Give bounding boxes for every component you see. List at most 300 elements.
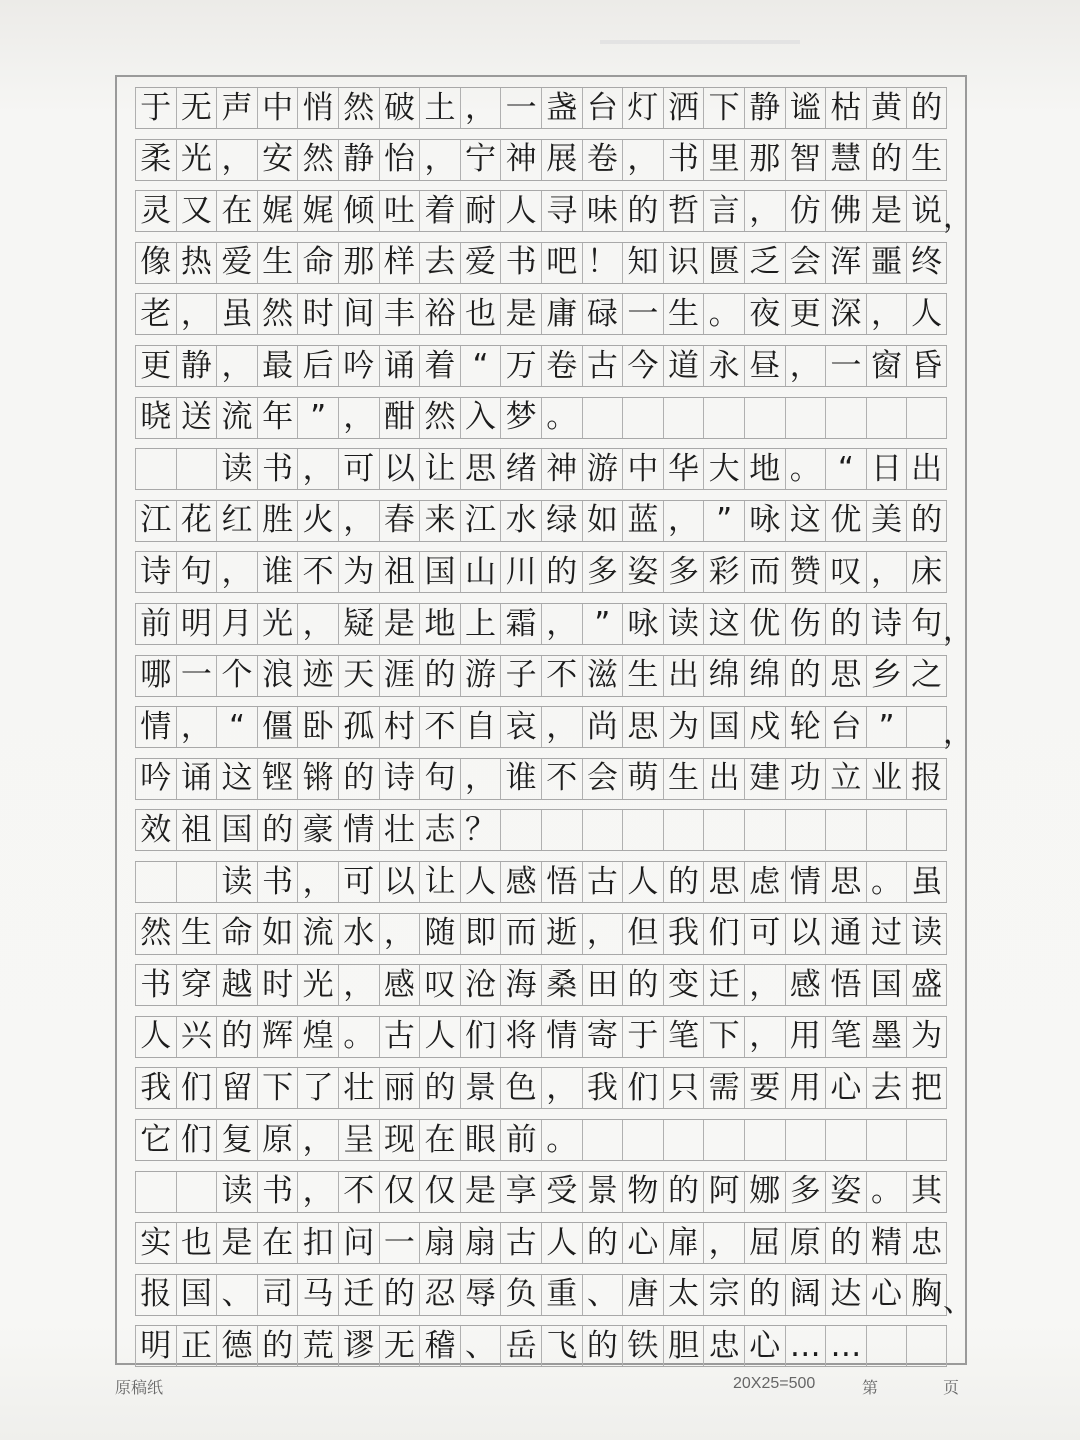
grid-row bbox=[135, 913, 947, 955]
grid-cell: 不 bbox=[297, 552, 338, 592]
grid-cell: 但 bbox=[622, 914, 663, 954]
grid-cell: ， bbox=[176, 707, 217, 747]
grid-cell: 时 bbox=[257, 965, 298, 1005]
grid-cell: ， bbox=[541, 604, 582, 644]
grid-cell: 涯 bbox=[379, 656, 420, 696]
grid-cell: 吟 bbox=[338, 346, 379, 386]
grid-cell: ， bbox=[338, 398, 379, 438]
grid-cell: 色 bbox=[500, 1068, 541, 1108]
grid-cell: 然 bbox=[297, 140, 338, 180]
grid-cell: 于 bbox=[622, 1017, 663, 1057]
grid-cell: 黄 bbox=[866, 88, 907, 128]
grid-cell: 吐 bbox=[379, 191, 420, 231]
grid-cell: ， bbox=[338, 965, 379, 1005]
grid-cell: 永 bbox=[703, 346, 744, 386]
grid-cell: 然 bbox=[135, 914, 176, 954]
grid-cell: 丰 bbox=[379, 294, 420, 334]
grid-cell: 受 bbox=[541, 1172, 582, 1212]
grid-cell: 着 bbox=[419, 346, 460, 386]
grid-cell: 原 bbox=[785, 1223, 826, 1263]
grid-cell: 多 bbox=[582, 552, 623, 592]
grid-cell: 无 bbox=[176, 88, 217, 128]
grid-cell: 的 bbox=[419, 656, 460, 696]
grid-cell: 绵 bbox=[744, 656, 785, 696]
grid-cell: 报 bbox=[906, 759, 947, 799]
grid-cell: 中 bbox=[622, 449, 663, 489]
grid-cell: 台 bbox=[582, 88, 623, 128]
grid-cell: 说 bbox=[906, 191, 947, 231]
grid-row bbox=[135, 397, 947, 439]
grid-cell: 眼 bbox=[460, 1120, 501, 1160]
grid-cell: 谧 bbox=[785, 88, 826, 128]
grid-cell: 江 bbox=[135, 501, 176, 541]
grid-cell: 迁 bbox=[338, 1275, 379, 1315]
grid-row bbox=[135, 1274, 947, 1316]
grid-cell: ， bbox=[297, 449, 338, 489]
grid-cell: 。 bbox=[541, 398, 582, 438]
grid-cell: 下 bbox=[703, 88, 744, 128]
grid-cell: 如 bbox=[257, 914, 298, 954]
grid-cell: ， bbox=[744, 965, 785, 1005]
grid-cell: 日 bbox=[866, 449, 907, 489]
grid-cell: 复 bbox=[216, 1120, 257, 1160]
grid-cell: 悟 bbox=[541, 862, 582, 902]
grid-cell: 个 bbox=[216, 656, 257, 696]
grid-cell: 思 bbox=[703, 862, 744, 902]
grid-cell: 倾 bbox=[338, 191, 379, 231]
grid-cell: 一 bbox=[825, 346, 866, 386]
grid-cell bbox=[541, 810, 582, 850]
grid-cell bbox=[906, 810, 947, 850]
grid-cell: 的 bbox=[744, 1275, 785, 1315]
grid-cell bbox=[906, 707, 947, 747]
grid-cell: 景 bbox=[460, 1068, 501, 1108]
grid-cell: 古 bbox=[582, 862, 623, 902]
grid-cell: 卧 bbox=[297, 707, 338, 747]
grid-cell: 盛 bbox=[906, 965, 947, 1005]
grid-cell: ， bbox=[663, 501, 704, 541]
grid-cell bbox=[176, 449, 217, 489]
grid-cell: 迹 bbox=[297, 656, 338, 696]
grid-cell: 壮 bbox=[338, 1068, 379, 1108]
grid-cell: 人 bbox=[622, 862, 663, 902]
page-suffix: 页 bbox=[943, 1380, 960, 1397]
grid-cell: 其 bbox=[906, 1172, 947, 1212]
grid-cell: 哀 bbox=[500, 707, 541, 747]
grid-cell: ？ bbox=[460, 810, 501, 850]
grid-cell: 万 bbox=[500, 346, 541, 386]
grid-cell: 用 bbox=[785, 1068, 826, 1108]
grid-cell: 优 bbox=[744, 604, 785, 644]
grid-cell: 思 bbox=[622, 707, 663, 747]
grid-cell: 红 bbox=[216, 501, 257, 541]
grid-cell: 为 bbox=[338, 552, 379, 592]
grid-cell: 书 bbox=[257, 1172, 298, 1212]
grid-cell: 心 bbox=[622, 1223, 663, 1263]
grid-cell: 是 bbox=[379, 604, 420, 644]
grid-cell: 轮 bbox=[785, 707, 826, 747]
grid-cell: ” bbox=[866, 707, 907, 747]
grid-cell: 思 bbox=[825, 656, 866, 696]
grid-cell: 月 bbox=[216, 604, 257, 644]
grid-cell: 更 bbox=[785, 294, 826, 334]
grid-cell: 又 bbox=[176, 191, 217, 231]
grid-cell: 诵 bbox=[176, 759, 217, 799]
grid-cell: “ bbox=[825, 449, 866, 489]
grid-cell: 然 bbox=[419, 398, 460, 438]
grid-cell: 穿 bbox=[176, 965, 217, 1005]
grid-cell: 破 bbox=[379, 88, 420, 128]
grid-cell: 谬 bbox=[338, 1326, 379, 1366]
grid-cell: 人 bbox=[460, 862, 501, 902]
grid-cell: 是 bbox=[866, 191, 907, 231]
grid-cell: 情 bbox=[135, 707, 176, 747]
grid-cell: 了 bbox=[297, 1068, 338, 1108]
grid-cell: 通 bbox=[825, 914, 866, 954]
grid-cell: 深 bbox=[825, 294, 866, 334]
grid-cell: 那 bbox=[338, 243, 379, 283]
grid-cell: 会 bbox=[785, 243, 826, 283]
grid-cell bbox=[622, 810, 663, 850]
grid-cell: 为 bbox=[906, 1017, 947, 1057]
grid-cell: 。 bbox=[785, 449, 826, 489]
grid-cell: 的 bbox=[257, 810, 298, 850]
grid-cell: 岳 bbox=[500, 1326, 541, 1366]
grid-cell: 把 bbox=[906, 1068, 947, 1108]
grid-cell: 生 bbox=[663, 294, 704, 334]
grid-row bbox=[135, 706, 947, 748]
grid-cell: 心 bbox=[866, 1275, 907, 1315]
grid-cell: 景 bbox=[582, 1172, 623, 1212]
grid-cell: ， bbox=[379, 914, 420, 954]
grid-cell: 夜 bbox=[744, 294, 785, 334]
grid-cell: 声 bbox=[216, 88, 257, 128]
grid-cell: ， bbox=[622, 140, 663, 180]
grid-cell: 享 bbox=[500, 1172, 541, 1212]
grid-cell: 、 bbox=[582, 1275, 623, 1315]
grid-cell: 的 bbox=[663, 862, 704, 902]
grid-cell: 霜 bbox=[500, 604, 541, 644]
grid-cell: 娓 bbox=[297, 191, 338, 231]
grid-row bbox=[135, 809, 947, 851]
grid-row bbox=[135, 190, 947, 232]
grid-cell: 下 bbox=[257, 1068, 298, 1108]
grid-cell: 美 bbox=[866, 501, 907, 541]
grid-cell: 明 bbox=[135, 1326, 176, 1366]
grid-cell: ， bbox=[460, 88, 501, 128]
grid-cell: 留 bbox=[216, 1068, 257, 1108]
grid-cell: 知 bbox=[622, 243, 663, 283]
grid-cell: 重 bbox=[541, 1275, 582, 1315]
grid-cell: 达 bbox=[825, 1275, 866, 1315]
grid-cell bbox=[703, 810, 744, 850]
grid-cell: 古 bbox=[500, 1223, 541, 1263]
grid-cell: 书 bbox=[663, 140, 704, 180]
grid-cell: 吟 bbox=[135, 759, 176, 799]
grid-cell: 姿 bbox=[622, 552, 663, 592]
grid-cell: 绪 bbox=[500, 449, 541, 489]
grid-cell: 的 bbox=[582, 1326, 623, 1366]
grid-cell: 人 bbox=[906, 294, 947, 334]
grid-cell: 年 bbox=[257, 398, 298, 438]
grid-cell: 爱 bbox=[460, 243, 501, 283]
grid-cell: 让 bbox=[419, 449, 460, 489]
grid-cell: 而 bbox=[500, 914, 541, 954]
grid-cell: 们 bbox=[176, 1068, 217, 1108]
grid-row bbox=[135, 1119, 947, 1161]
grid-cell: 叹 bbox=[419, 965, 460, 1005]
grid-cell: 是 bbox=[500, 294, 541, 334]
grid-cell: 扇 bbox=[419, 1223, 460, 1263]
grid-cell: 辉 bbox=[257, 1017, 298, 1057]
grid-cell: 诗 bbox=[866, 604, 907, 644]
grid-cell: … bbox=[785, 1326, 826, 1366]
grid-cell: 下 bbox=[703, 1017, 744, 1057]
grid-cell: 句 bbox=[176, 552, 217, 592]
grid-cell: ， bbox=[216, 552, 257, 592]
grid-cell: 读 bbox=[216, 862, 257, 902]
grid-cell: 的 bbox=[866, 140, 907, 180]
grid-cell: 在 bbox=[257, 1223, 298, 1263]
grid-row bbox=[135, 139, 947, 181]
grid-cell: 国 bbox=[703, 707, 744, 747]
grid-cell: 疑 bbox=[338, 604, 379, 644]
grid-cell: 祖 bbox=[176, 810, 217, 850]
grid-cell: ， bbox=[176, 294, 217, 334]
grid-cell: 如 bbox=[582, 501, 623, 541]
grid-cell bbox=[866, 1326, 907, 1366]
grid-cell: 一 bbox=[379, 1223, 420, 1263]
grid-cell: 宁 bbox=[460, 140, 501, 180]
grid-cell: 也 bbox=[460, 294, 501, 334]
grid-cell: 国 bbox=[216, 810, 257, 850]
grid-cell: 需 bbox=[703, 1068, 744, 1108]
grid-cell: ， bbox=[460, 759, 501, 799]
grid-row bbox=[135, 861, 947, 903]
grid-cell: 萌 bbox=[622, 759, 663, 799]
grid-cell: 床 bbox=[906, 552, 947, 592]
grid-row bbox=[135, 1222, 947, 1264]
grid-cell: 铿 bbox=[257, 759, 298, 799]
grid-cell: 卷 bbox=[582, 140, 623, 180]
grid-cell: 以 bbox=[379, 862, 420, 902]
grid-cell bbox=[135, 449, 176, 489]
grid-cell: 生 bbox=[906, 140, 947, 180]
writing-grid bbox=[115, 75, 973, 1365]
grid-cell: 句 bbox=[906, 604, 947, 644]
grid-cell: 后 bbox=[297, 346, 338, 386]
grid-cell: 的 bbox=[785, 656, 826, 696]
grid-row bbox=[135, 1325, 947, 1367]
grid-cell: 江 bbox=[460, 501, 501, 541]
grid-cell: 地 bbox=[744, 449, 785, 489]
grid-row bbox=[135, 964, 947, 1006]
grid-cell: 优 bbox=[825, 501, 866, 541]
grid-cell: 丽 bbox=[379, 1068, 420, 1108]
grid-cell: 山 bbox=[460, 552, 501, 592]
grid-cell: 荒 bbox=[297, 1326, 338, 1366]
grid-cell: 是 bbox=[460, 1172, 501, 1212]
grid-cell: 酣 bbox=[379, 398, 420, 438]
grid-cell: 的 bbox=[906, 88, 947, 128]
grid-cell: 流 bbox=[297, 914, 338, 954]
grid-cell: 无 bbox=[379, 1326, 420, 1366]
grid-cell: 这 bbox=[703, 604, 744, 644]
grid-cell: 马 bbox=[297, 1275, 338, 1315]
grid-spec: 20X25=500 bbox=[733, 1375, 816, 1392]
page-prefix: 第 bbox=[862, 1380, 879, 1397]
grid-cell bbox=[744, 1120, 785, 1160]
grid-cell: 今 bbox=[622, 346, 663, 386]
grid-cell: 古 bbox=[379, 1017, 420, 1057]
grid-cell: 。 bbox=[338, 1017, 379, 1057]
grid-cell: ， bbox=[297, 604, 338, 644]
grid-cell: 一 bbox=[622, 294, 663, 334]
grid-row bbox=[135, 293, 947, 335]
grid-row bbox=[135, 1171, 947, 1213]
grid-cell: 之 bbox=[906, 656, 947, 696]
grid-cell: 扉 bbox=[663, 1223, 704, 1263]
grid-cell: 书 bbox=[257, 862, 298, 902]
grid-cell bbox=[744, 398, 785, 438]
grid-cell: 兴 bbox=[176, 1017, 217, 1057]
grid-cell: 一 bbox=[176, 656, 217, 696]
grid-cell: 人 bbox=[500, 191, 541, 231]
grid-cell: 司 bbox=[257, 1275, 298, 1315]
grid-cell bbox=[906, 398, 947, 438]
grid-cell: 热 bbox=[176, 243, 217, 283]
grid-cell: 命 bbox=[216, 914, 257, 954]
grid-cell bbox=[866, 1120, 907, 1160]
grid-cell: ” bbox=[582, 604, 623, 644]
grid-cell: 思 bbox=[825, 862, 866, 902]
grid-cell: 虽 bbox=[906, 862, 947, 902]
grid-cell: 悄 bbox=[297, 88, 338, 128]
grid-cell bbox=[906, 1326, 947, 1366]
grid-cell bbox=[176, 862, 217, 902]
grid-row bbox=[135, 500, 947, 542]
grid-cell: 着 bbox=[419, 191, 460, 231]
grid-cell: 现 bbox=[379, 1120, 420, 1160]
grid-cell: 寄 bbox=[582, 1017, 623, 1057]
grid-cell: 出 bbox=[703, 759, 744, 799]
grid-cell bbox=[176, 1172, 217, 1212]
grid-cell: 终 bbox=[906, 243, 947, 283]
grid-cell: 展 bbox=[541, 140, 582, 180]
grid-cell: ” bbox=[703, 501, 744, 541]
grid-cell: 前 bbox=[500, 1120, 541, 1160]
margin-punctuation: ， bbox=[943, 613, 973, 648]
grid-cell: 明 bbox=[176, 604, 217, 644]
grid-cell: 的 bbox=[825, 604, 866, 644]
grid-cell: 绿 bbox=[541, 501, 582, 541]
grid-cell: 神 bbox=[500, 140, 541, 180]
grid-cell: ， bbox=[541, 707, 582, 747]
grid-cell: 可 bbox=[338, 449, 379, 489]
grid-cell: 自 bbox=[460, 707, 501, 747]
grid-cell: 滋 bbox=[582, 656, 623, 696]
grid-cell: 。 bbox=[866, 1172, 907, 1212]
grid-cell: 绵 bbox=[703, 656, 744, 696]
grid-cell: 不 bbox=[338, 1172, 379, 1212]
grid-cell: 静 bbox=[744, 88, 785, 128]
grid-cell: 姿 bbox=[825, 1172, 866, 1212]
grid-cell: 过 bbox=[866, 914, 907, 954]
grid-cell: 。 bbox=[541, 1120, 582, 1160]
grid-cell: 的 bbox=[622, 191, 663, 231]
grid-cell: 的 bbox=[216, 1017, 257, 1057]
grid-cell: 感 bbox=[500, 862, 541, 902]
grid-cell: 屈 bbox=[744, 1223, 785, 1263]
grid-cell bbox=[825, 398, 866, 438]
grid-cell: 伤 bbox=[785, 604, 826, 644]
grid-cell: ， bbox=[785, 346, 826, 386]
grid-cell: 在 bbox=[216, 191, 257, 231]
grid-cell: 太 bbox=[663, 1275, 704, 1315]
margin-punctuation: ， bbox=[943, 716, 973, 752]
grid-cell: 火 bbox=[297, 501, 338, 541]
grid-cell: 建 bbox=[744, 759, 785, 799]
grid-cell: 生 bbox=[622, 656, 663, 696]
grid-cell: 精 bbox=[866, 1223, 907, 1263]
grid-cell: 阿 bbox=[703, 1172, 744, 1212]
grid-cell bbox=[866, 398, 907, 438]
grid-cell: … bbox=[825, 1326, 866, 1366]
grid-cell: 来 bbox=[419, 501, 460, 541]
grid-cell: 卷 bbox=[541, 346, 582, 386]
grid-cell bbox=[622, 398, 663, 438]
grid-cell: 识 bbox=[663, 243, 704, 283]
grid-cell: 心 bbox=[825, 1068, 866, 1108]
grid-cell: 读 bbox=[216, 1172, 257, 1212]
grid-cell: 以 bbox=[379, 449, 420, 489]
grid-cell: 咏 bbox=[622, 604, 663, 644]
grid-cell: 唐 bbox=[622, 1275, 663, 1315]
grid-cell: 不 bbox=[541, 656, 582, 696]
grid-cell: ， bbox=[297, 862, 338, 902]
grid-cell: 的 bbox=[906, 501, 947, 541]
grid-cell: 们 bbox=[460, 1017, 501, 1057]
grid-cell: 负 bbox=[500, 1275, 541, 1315]
grid-cell: 情 bbox=[338, 810, 379, 850]
grid-cell: 思 bbox=[460, 449, 501, 489]
grid-cell: 水 bbox=[338, 914, 379, 954]
grid-cell: 老 bbox=[135, 294, 176, 334]
grid-cell: 谁 bbox=[257, 552, 298, 592]
grid-cell: ， bbox=[338, 501, 379, 541]
grid-cell: 笔 bbox=[663, 1017, 704, 1057]
grid-cell: 那 bbox=[744, 140, 785, 180]
grid-cell: 它 bbox=[135, 1120, 176, 1160]
grid-cell: 这 bbox=[216, 759, 257, 799]
grid-cell: 情 bbox=[785, 862, 826, 902]
grid-cell: 像 bbox=[135, 243, 176, 283]
grid-cell: 怡 bbox=[379, 140, 420, 180]
grid-cell: 德 bbox=[216, 1326, 257, 1366]
grid-cell: 光 bbox=[176, 140, 217, 180]
grid-cell: 的 bbox=[379, 1275, 420, 1315]
grid-cell: 胆 bbox=[663, 1326, 704, 1366]
grid-cell: 只 bbox=[663, 1068, 704, 1108]
grid-cell: 乏 bbox=[744, 243, 785, 283]
grid-cell: 的 bbox=[622, 965, 663, 1005]
grid-cell: 咏 bbox=[744, 501, 785, 541]
grid-cell: 、 bbox=[216, 1275, 257, 1315]
grid-cell: 的 bbox=[582, 1223, 623, 1263]
grid-cell: 华 bbox=[663, 449, 704, 489]
grid-cell: 胜 bbox=[257, 501, 298, 541]
grid-cell: 寻 bbox=[541, 191, 582, 231]
